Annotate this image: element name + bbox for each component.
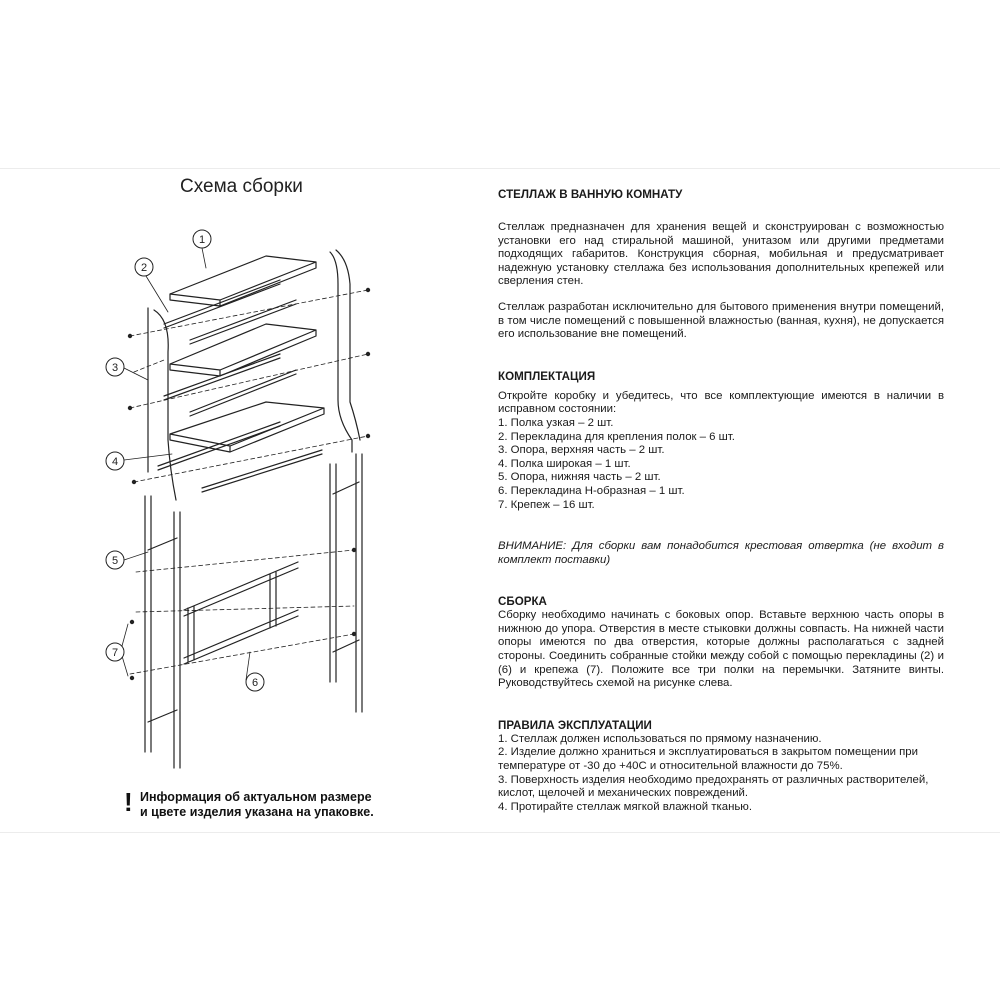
shelf-narrow-mid [170, 324, 316, 376]
bar-bottom-2 [202, 450, 322, 492]
rules-item: 1. Стеллаж должен использоваться по прямому назначению. [498, 732, 822, 745]
kit-item: 7. Крепеж – 16 шт. [498, 498, 595, 511]
assembly-diagram [98, 220, 388, 780]
instructions-column [498, 188, 944, 814]
right-lower-support [330, 454, 362, 712]
bar-bottom-1 [158, 422, 280, 470]
kit-item: 4. Полка широкая – 1 шт. [498, 457, 631, 470]
rules-item: 2. Изделие должно храниться и эксплуатироваться в закрытом помещении при температуре от -30 до +40С и относительной влажности до 75%. [498, 746, 918, 773]
assembly-heading: СБОРКА [498, 595, 547, 609]
kit-item: 6. Перекладина Н-образная – 1 шт. [498, 484, 685, 497]
rules-heading: ПРАВИЛА ЭКСПЛУАТАЦИИ [498, 718, 652, 732]
shelf-wide [170, 402, 324, 452]
rules-item: 3. Поверхность изделия необходимо предохранять от различных растворителей, кислот, щелочей и механических повреждений. [498, 773, 929, 800]
callout-label-2: 2 [140, 262, 148, 274]
diagram-title: Схема сборки [180, 176, 303, 197]
notice-line-1: Информация об актуальном размере [140, 790, 372, 804]
rules-list [498, 733, 944, 815]
bar-mid-1 [164, 354, 280, 400]
dashed-guides [130, 290, 368, 674]
bar-top-2 [190, 300, 296, 344]
screws [128, 288, 370, 680]
intro-paragraph-2: Стеллаж разработан исключительно для бытового применения внутри помещений, в том числе помещений с повышенной влажностью (ванная, кухня), не допускается его использование вне помещений. [498, 300, 944, 341]
callout-label-4: 4 [111, 456, 119, 468]
intro-paragraph-1: Стеллаж предназначен для хранения вещей и сконструирован с возможностью установки его над стиральной машиной, унитазом или другими предметами подходящих габаритов. Конструкция сборная, мобильная и предусматривает надежную установку стеллажа без использования дополнительных крепежей или сверления стен. [498, 221, 944, 288]
left-upper-support [148, 308, 176, 500]
kit-item: 5. Опора, нижняя часть – 2 шт. [498, 471, 661, 484]
callout-label-1: 1 [198, 234, 206, 246]
document-title: СТЕЛЛАЖ В ВАННУЮ КОМНАТУ [498, 188, 683, 201]
left-lower-support [145, 496, 180, 768]
bar-top-1 [164, 280, 280, 328]
kit-list [498, 417, 944, 512]
callout-label-3: 3 [111, 362, 119, 374]
rules-item: 4. Протирайте стеллаж мягкой влажной тканью. [498, 800, 753, 813]
callout-label-5: 5 [111, 555, 119, 567]
kit-heading: КОМПЛЕКТАЦИЯ [498, 369, 596, 383]
kit-lead: Откройте коробку и убедитесь, что все комплектующие имеются в наличии в исправном состоянии: [498, 389, 944, 416]
right-upper-support [330, 250, 360, 452]
exclamation-icon: ! [124, 787, 133, 817]
callout-label-7: 7 [111, 647, 119, 659]
kit-item: 1. Полка узкая – 2 шт. [498, 416, 614, 429]
tool-warning: ВНИМАНИЕ: Для сборки вам понадобится крестовая отвертка (не входит в комплект поставки) [498, 540, 944, 566]
kit-item: 2. Перекладина для крепления полок – 6 шт. [498, 430, 735, 443]
h-frame [184, 562, 298, 664]
kit-item: 3. Опора, верхняя часть – 2 шт. [498, 444, 665, 457]
notice-line-2: и цвете изделия указана на упаковке. [140, 805, 374, 819]
callout-label-6: 6 [251, 677, 259, 689]
assembly-text: Сборку необходимо начинать с боковых опор. Вставьте верхнюю часть опоры в нижнюю до упора. Отверстия в месте стыковки должны совпасть. На нижней части опоры имеются по два отверстия, которые должны располагаться с задней стороны. Соединить собранные стойки между собой с помощью перекладины (2) и (6) и крепежа (7). Положите все три полки на перемычки. Затяните винты. Руководствуйтесь схемой на рисунке слева. [498, 609, 944, 690]
notice-text [140, 790, 380, 820]
